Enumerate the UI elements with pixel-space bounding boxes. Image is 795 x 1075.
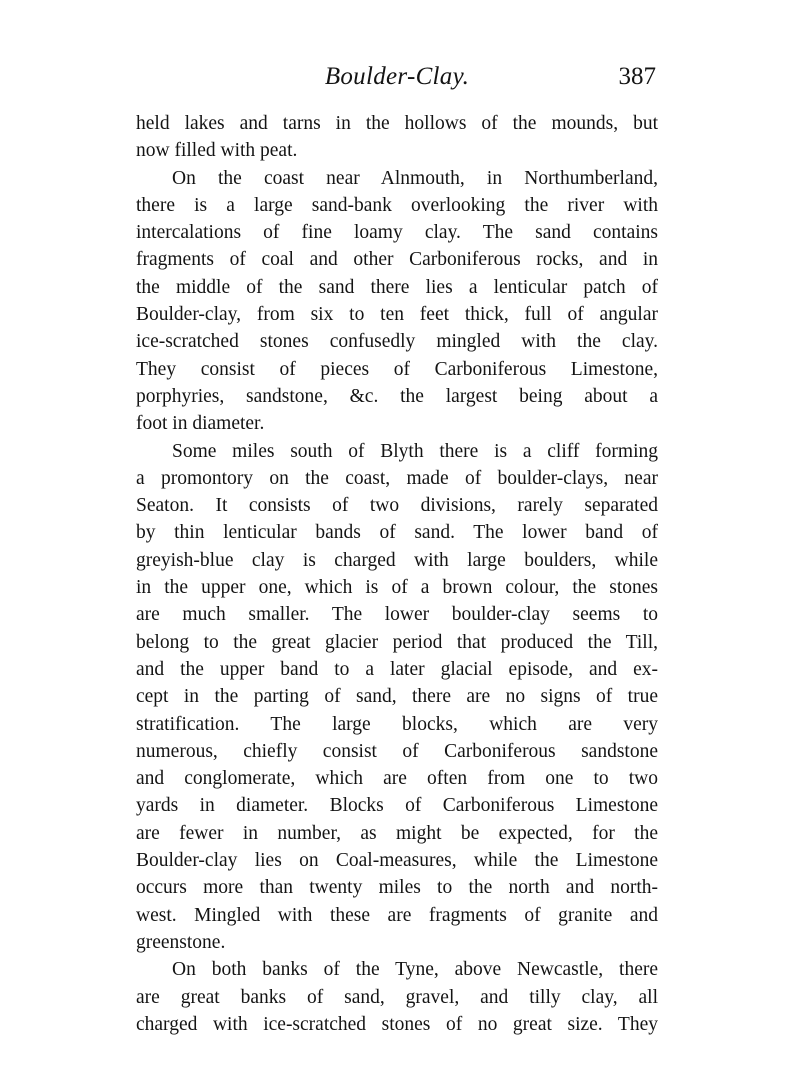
text-line: held lakes and tarns in the hollows of the mounds, but: [136, 113, 658, 134]
text-line: yards in diameter. Blocks of Carboniferous Limestone: [136, 795, 658, 817]
text-line: charged with ice-scratched stones of no great size. They: [136, 1013, 658, 1035]
text-line: On both banks of the Tyne, above Newcastle, there: [172, 959, 658, 981]
text-line: and conglomerate, which are often from one to two: [136, 768, 658, 790]
body-text: [136, 110, 658, 1038]
text-line: intercalations of fine loamy clay. The sand contains: [136, 222, 658, 244]
text-line: ice-scratched stones confusedly mingled with the clay.: [136, 331, 658, 353]
text-line: Seaton. It consists of two divisions, rarely separated: [136, 495, 658, 517]
text-line: by thin lenticular bands of sand. The lower band of: [136, 522, 658, 544]
page-header: [136, 60, 658, 94]
text-line: porphyries, sandstone, &c. the largest being about a: [136, 385, 658, 407]
page-number: 387: [618, 63, 656, 90]
text-line: stratification. The large blocks, which are very: [136, 713, 658, 735]
text-line: the middle of the sand there lies a lenticular patch of: [136, 276, 658, 298]
text-line: Some miles south of Blyth there is a cliff forming: [172, 440, 658, 462]
running-title: Boulder-Clay.: [324, 63, 470, 90]
text-line: and the upper band to a later glacial episode, and ex-: [136, 658, 658, 680]
text-line: west. Mingled with these are fragments of granite and: [136, 904, 658, 926]
text-line: On the coast near Alnmouth, in Northumberland,: [172, 167, 658, 189]
text-line: numerous, chiefly consist of Carboniferous sandstone: [136, 740, 658, 762]
text-line: They consist of pieces of Carboniferous Limestone,: [136, 358, 658, 380]
text-line: in the upper one, which is of a brown colour, the stones: [136, 577, 658, 599]
text-line: a promontory on the coast, made of boulder-clays, near: [136, 467, 658, 489]
text-line: are fewer in number, as might be expected, for the: [136, 822, 658, 844]
text-line: greyish-blue clay is charged with large boulders, while: [136, 549, 658, 571]
text-line: now filled with peat.: [136, 140, 298, 162]
text-line: occurs more than twenty miles to the north and north-: [136, 877, 658, 899]
text-line: are great banks of sand, gravel, and tilly clay, all: [136, 986, 658, 1008]
text-line: fragments of coal and other Carboniferous rocks, and in: [136, 249, 658, 271]
text-line: greenstone.: [136, 931, 226, 953]
text-line: Boulder-clay lies on Coal-measures, while the Limestone: [136, 850, 658, 872]
text-line: foot in diameter.: [136, 413, 265, 435]
text-line: there is a large sand-bank overlooking the river with: [136, 194, 658, 216]
text-line: belong to the great glacier period that produced the Till,: [136, 631, 658, 653]
text-line: cept in the parting of sand, there are no signs of true: [136, 686, 658, 708]
text-line: are much smaller. The lower boulder-clay seems to: [136, 604, 658, 626]
text-line: Boulder-clay, from six to ten feet thick, full of angular: [136, 304, 658, 326]
